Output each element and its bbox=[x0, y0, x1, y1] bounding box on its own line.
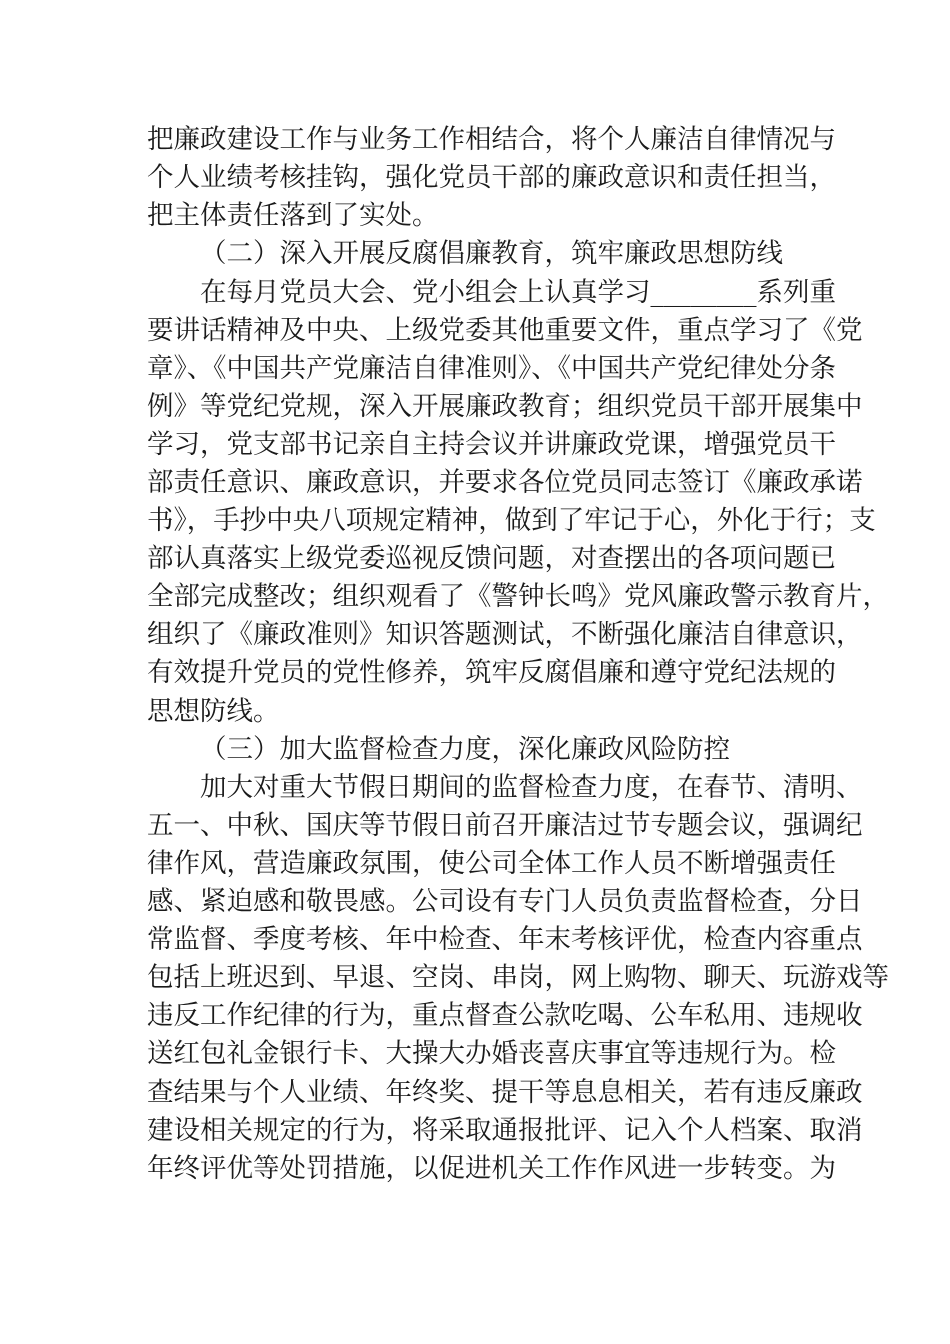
body-text-line: 把廉政建设工作与业务工作相结合，将个人廉洁自律情况与 bbox=[147, 124, 836, 155]
body-text-line: 组织了《廉政准则》知识答题测试，不断强化廉洁自律意识， bbox=[147, 619, 863, 650]
section-heading-2: （二）深入开展反腐倡廉教育，筑牢廉政思想防线 bbox=[200, 238, 783, 269]
body-text-line: 有效提升党员的党性修养，筑牢反腐倡廉和遵守党纪法规的 bbox=[147, 657, 836, 688]
body-text-line: 年终评优等处罚措施，以促进机关工作作风进一步转变。为 bbox=[147, 1153, 836, 1184]
section-heading-3: （三）加大监督检查力度，深化廉政风险防控 bbox=[200, 734, 730, 765]
body-text-line: 例》等党纪党规，深入开展廉政教育；组织党员干部开展集中 bbox=[147, 391, 863, 422]
body-text-line: 在每月党员大会、党小组会上认真学习________系列重 bbox=[200, 277, 836, 308]
body-text-line: 个人业绩考核挂钩，强化党员干部的廉政意识和责任担当， bbox=[147, 162, 836, 193]
body-text-line: 加大对重大节假日期间的监督检查力度，在春节、清明、 bbox=[200, 772, 863, 803]
body-text-line: 要讲话精神及中央、上级党委其他重要文件，重点学习了《党 bbox=[147, 315, 863, 346]
body-text-line: 部认真落实上级党委巡视反馈问题，对查摆出的各项问题已 bbox=[147, 543, 836, 574]
body-text-line: 送红包礼金银行卡、大操大办婚丧喜庆事宜等违规行为。检 bbox=[147, 1038, 836, 1069]
body-text-line: 常监督、季度考核、年中检查、年末考核评优，检查内容重点 bbox=[147, 924, 863, 955]
body-text-line: 部责任意识、廉政意识，并要求各位党员同志签订《廉政承诺 bbox=[147, 467, 863, 498]
body-text-line: 章》、《中国共产党廉洁自律准则》、《中国共产党纪律处分条 bbox=[147, 353, 836, 384]
body-text-line: 全部完成整改；组织观看了《警钟长鸣》党风廉政警示教育片， bbox=[147, 581, 889, 612]
body-text-line: 书》，手抄中央八项规定精神，做到了牢记于心，外化于行；支 bbox=[147, 505, 876, 536]
body-text-line: 查结果与个人业绩、年终奖、提干等息息相关，若有违反廉政 bbox=[147, 1077, 863, 1108]
body-text-line: 五一、中秋、国庆等节假日前召开廉洁过节专题会议，强调纪 bbox=[147, 810, 863, 841]
body-text-line: 思想防线。 bbox=[147, 696, 280, 727]
body-text-line: 学习，党支部书记亲自主持会议并讲廉政党课，增强党员干 bbox=[147, 429, 836, 460]
body-text-line: 感、紧迫感和敬畏感。公司设有专门人员负责监督检查，分日 bbox=[147, 886, 863, 917]
body-text-line: 违反工作纪律的行为，重点督查公款吃喝、公车私用、违规收 bbox=[147, 1000, 863, 1031]
body-text-line: 建设相关规定的行为，将采取通报批评、记入个人档案、取消 bbox=[147, 1115, 863, 1146]
body-text-line: 把主体责任落到了实处。 bbox=[147, 200, 439, 231]
body-text-line: 律作风，营造廉政氛围，使公司全体工作人员不断增强责任 bbox=[147, 848, 836, 879]
body-text-line: 包括上班迟到、早退、空岗、串岗，网上购物、聊天、玩游戏等 bbox=[147, 962, 889, 993]
